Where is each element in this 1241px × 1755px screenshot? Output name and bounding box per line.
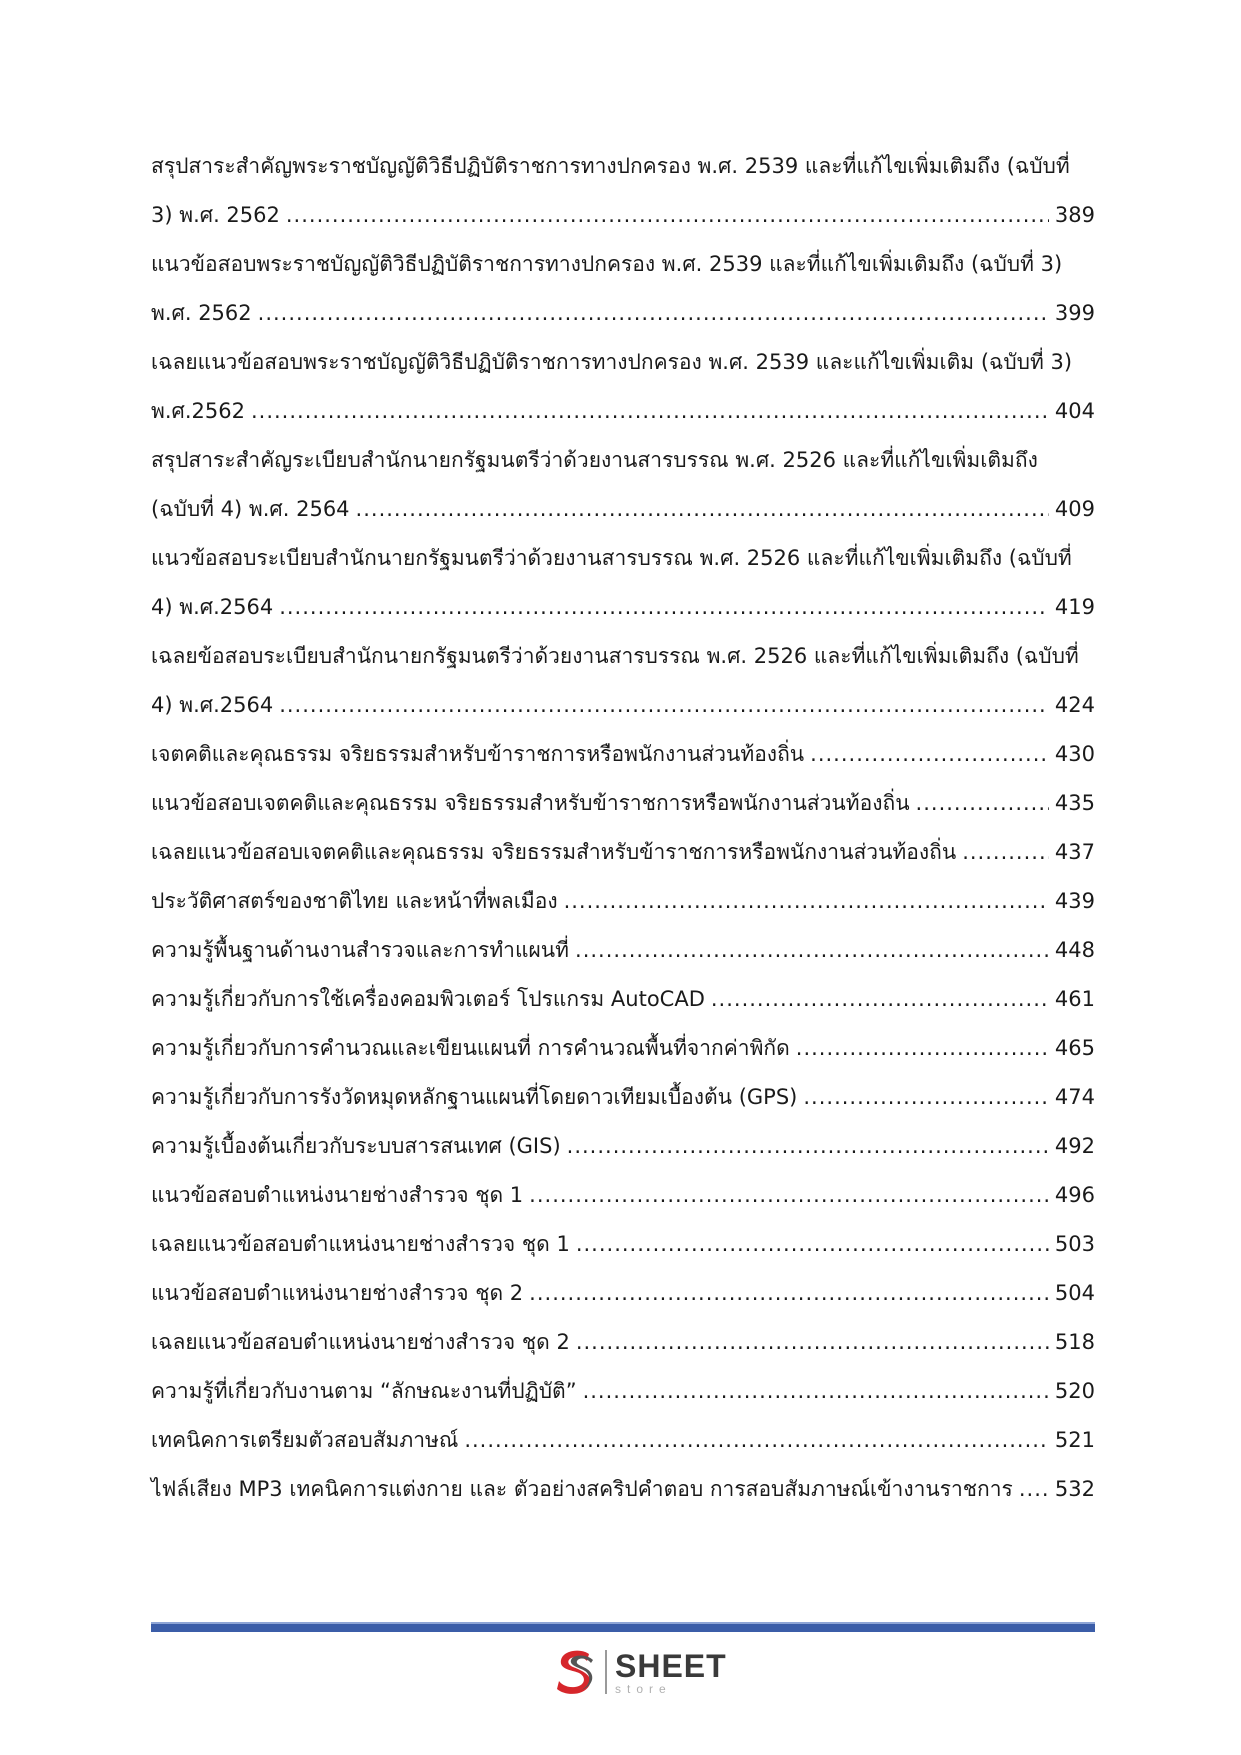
dot-leader xyxy=(576,1326,1049,1358)
toc-entry-final-line xyxy=(151,1032,1095,1064)
table-of-contents xyxy=(151,150,1095,1522)
toc-entry xyxy=(151,1179,1095,1211)
toc-entry xyxy=(151,1424,1095,1456)
toc-entry-title: ความรู้เกี่ยวกับการรังวัดหมุดหลักฐานแผนที่โดยดาวเทียมเบื้องต้น (GPS) xyxy=(151,1085,798,1109)
toc-page-number: 437 xyxy=(1054,840,1095,864)
toc-entry xyxy=(151,1032,1095,1064)
toc-entry-final-line xyxy=(151,885,1095,917)
toc-entry xyxy=(151,1228,1095,1260)
dot-leader xyxy=(279,689,1049,721)
toc-entry-title: ความรู้พื้นฐานด้านงานสำรวจและการทำแผนที่ xyxy=(151,938,570,962)
toc-entry-title: ความรู้ที่เกี่ยวกับงานตาม “ลักษณะงานที่ปฏิบัติ” xyxy=(151,1379,577,1403)
toc-page-number: 518 xyxy=(1054,1330,1095,1354)
toc-page-number: 521 xyxy=(1054,1428,1095,1452)
dot-leader xyxy=(711,983,1049,1015)
toc-entry-final-line xyxy=(151,1179,1095,1211)
toc-entry-title: เทคนิคการเตรียมตัวสอบสัมภาษณ์ xyxy=(151,1428,459,1452)
toc-entry-title: ประวัติศาสตร์ของชาติไทย และหน้าที่พลเมือง xyxy=(151,889,558,913)
logo-subword: store xyxy=(615,1681,672,1696)
dot-leader xyxy=(251,395,1049,427)
dot-leader xyxy=(962,836,1049,868)
toc-entry xyxy=(151,1277,1095,1309)
toc-entry-title: (ฉบับที่ 4) พ.ศ. 2564 xyxy=(151,497,350,521)
toc-page-number: 404 xyxy=(1054,399,1095,423)
dot-leader xyxy=(529,1179,1049,1211)
dot-leader xyxy=(575,934,1049,966)
sheet-store-s-logo-icon xyxy=(551,1646,599,1698)
dot-leader xyxy=(916,787,1049,819)
dot-leader xyxy=(258,297,1049,329)
toc-entry xyxy=(151,640,1095,721)
toc-page-number: 496 xyxy=(1054,1183,1095,1207)
logo-wordmark xyxy=(615,1647,727,1696)
dot-leader xyxy=(286,199,1049,231)
footer-divider xyxy=(151,1622,1095,1632)
toc-entry xyxy=(151,983,1095,1015)
dot-leader xyxy=(567,1130,1049,1162)
toc-entry-title: ความรู้เบื้องต้นเกี่ยวกับระบบสารสนเทศ (GIS) xyxy=(151,1134,561,1158)
toc-entry-title-line: แนวข้อสอบระเบียบสำนักนายกรัฐมนตรีว่าด้วยงานสารบรรณ พ.ศ. 2526 และที่แก้ไขเพิ่มเติมถึง (ฉบับที่ xyxy=(151,546,1072,570)
toc-entry xyxy=(151,885,1095,917)
sheet-store-logo xyxy=(551,1645,731,1699)
toc-entry-title: 4) พ.ศ.2564 xyxy=(151,693,274,717)
toc-entry-final-line xyxy=(151,1228,1095,1260)
toc-entry-final-line xyxy=(151,297,1095,329)
toc-entry-final-line xyxy=(151,1326,1095,1358)
toc-entry-title: แนวข้อสอบตำแหน่งนายช่างสำรวจ ชุด 1 xyxy=(151,1183,524,1207)
toc-entry-final-line xyxy=(151,395,1095,427)
toc-entry xyxy=(151,248,1095,329)
toc-entry-title-line: เฉลยข้อสอบระเบียบสำนักนายกรัฐมนตรีว่าด้วยงานสารบรรณ พ.ศ. 2526 และที่แก้ไขเพิ่มเติมถึง (ฉบับที่ xyxy=(151,644,1079,668)
dot-leader xyxy=(796,1032,1049,1064)
toc-page-number: 424 xyxy=(1054,693,1095,717)
toc-entry-title: ความรู้เกี่ยวกับการคำนวณและเขียนแผนที่ การคำนวณพื้นที่จากค่าพิกัด xyxy=(151,1036,790,1060)
toc-entry xyxy=(151,1081,1095,1113)
toc-entry-final-line xyxy=(151,1375,1095,1407)
toc-entry-final-line xyxy=(151,1424,1095,1456)
toc-page-number: 430 xyxy=(1054,742,1095,766)
dot-leader xyxy=(279,591,1049,623)
dot-leader xyxy=(810,738,1049,770)
toc-entry-title-line: สรุปสาระสำคัญระเบียบสำนักนายกรัฐมนตรีว่าด้วยงานสารบรรณ พ.ศ. 2526 และที่แก้ไขเพิ่มเติมถึง xyxy=(151,448,1038,472)
dot-leader xyxy=(576,1228,1049,1260)
toc-entry-final-line xyxy=(151,689,1095,721)
toc-entry-title: พ.ศ.2562 xyxy=(151,399,245,423)
toc-entry-final-line xyxy=(151,738,1095,770)
toc-entry xyxy=(151,1326,1095,1358)
toc-page-number: 492 xyxy=(1054,1134,1095,1158)
toc-page-number: 465 xyxy=(1054,1036,1095,1060)
toc-entry-title: เฉลยแนวข้อสอบตำแหน่งนายช่างสำรวจ ชุด 1 xyxy=(151,1232,570,1256)
toc-entry-title-line: แนวข้อสอบพระราชบัญญัติวิธีปฏิบัติราชการทางปกครอง พ.ศ. 2539 และที่แก้ไขเพิ่มเติมถึง (ฉบับที่ 3) xyxy=(151,252,1063,276)
toc-entry-title: พ.ศ. 2562 xyxy=(151,301,252,325)
toc-entry-title: เฉลยแนวข้อสอบตำแหน่งนายช่างสำรวจ ชุด 2 xyxy=(151,1330,570,1354)
toc-entry-title: 4) พ.ศ.2564 xyxy=(151,595,274,619)
toc-page-number: 448 xyxy=(1054,938,1095,962)
toc-page-number: 439 xyxy=(1054,889,1095,913)
toc-entry-final-line xyxy=(151,199,1095,231)
toc-entry-final-line xyxy=(151,934,1095,966)
toc-entry-title: 3) พ.ศ. 2562 xyxy=(151,203,280,227)
toc-page-number: 474 xyxy=(1054,1085,1095,1109)
toc-entry xyxy=(151,346,1095,427)
toc-page-number: 409 xyxy=(1054,497,1095,521)
toc-page-number: 389 xyxy=(1054,203,1095,227)
toc-entry xyxy=(151,787,1095,819)
logo-word: SHEET xyxy=(615,1647,727,1684)
toc-entry-final-line xyxy=(151,1277,1095,1309)
toc-entry-final-line xyxy=(151,836,1095,868)
dot-leader xyxy=(803,1081,1049,1113)
toc-entry-final-line xyxy=(151,1130,1095,1162)
toc-entry-title: ไฟล์เสียง MP3 เทคนิคการแต่งกาย และ ตัวอย่างสคริปคำตอบ การสอบสัมภาษณ์เข้างานราชการ xyxy=(151,1477,1013,1501)
toc-page-number: 399 xyxy=(1054,301,1095,325)
logo-divider xyxy=(605,1650,607,1694)
toc-entry-title: เฉลยแนวข้อสอบเจตคติและคุณธรรม จริยธรรมสำหรับข้าราชการหรือพนักงานส่วนท้องถิ่น xyxy=(151,840,957,864)
toc-entry-final-line xyxy=(151,1081,1095,1113)
toc-entry-final-line xyxy=(151,787,1095,819)
toc-entry xyxy=(151,542,1095,623)
toc-page-number: 520 xyxy=(1054,1379,1095,1403)
toc-entry-title: เจตคติและคุณธรรม จริยธรรมสำหรับข้าราชการหรือพนักงานส่วนท้องถิ่น xyxy=(151,742,805,766)
toc-entry xyxy=(151,150,1095,231)
toc-page-number: 504 xyxy=(1054,1281,1095,1305)
dot-leader xyxy=(529,1277,1049,1309)
toc-entry-title-line: เฉลยแนวข้อสอบพระราชบัญญัติวิธีปฏิบัติราชการทางปกครอง พ.ศ. 2539 และแก้ไขเพิ่มเติม (ฉบับที่ 3) xyxy=(151,350,1073,374)
toc-entry-title: แนวข้อสอบเจตคติและคุณธรรม จริยธรรมสำหรับข้าราชการหรือพนักงานส่วนท้องถิ่น xyxy=(151,791,910,815)
toc-entry-title-line: สรุปสาระสำคัญพระราชบัญญัติวิธีปฏิบัติราชการทางปกครอง พ.ศ. 2539 และที่แก้ไขเพิ่มเติมถึง (ฉบับที่ xyxy=(151,154,1070,178)
dot-leader xyxy=(1019,1473,1049,1505)
toc-entry xyxy=(151,934,1095,966)
toc-entry xyxy=(151,1473,1095,1505)
dot-leader xyxy=(564,885,1049,917)
toc-entry-title: ความรู้เกี่ยวกับการใช้เครื่องคอมพิวเตอร์ โปรแกรม AutoCAD xyxy=(151,987,705,1011)
toc-entry xyxy=(151,836,1095,868)
toc-entry-title: แนวข้อสอบตำแหน่งนายช่างสำรวจ ชุด 2 xyxy=(151,1281,524,1305)
toc-entry-final-line xyxy=(151,1473,1095,1505)
toc-entry-final-line xyxy=(151,983,1095,1015)
toc-entry-final-line xyxy=(151,591,1095,623)
dot-leader xyxy=(583,1375,1049,1407)
toc-page-number: 461 xyxy=(1054,987,1095,1011)
toc-page-number: 503 xyxy=(1054,1232,1095,1256)
toc-entry-final-line xyxy=(151,493,1095,525)
dot-leader xyxy=(356,493,1049,525)
toc-entry xyxy=(151,1130,1095,1162)
toc-entry xyxy=(151,1375,1095,1407)
toc-entry xyxy=(151,444,1095,525)
toc-page-number: 419 xyxy=(1054,595,1095,619)
toc-page-number: 532 xyxy=(1054,1477,1095,1501)
dot-leader xyxy=(464,1424,1049,1456)
toc-entry xyxy=(151,738,1095,770)
toc-page-number: 435 xyxy=(1054,791,1095,815)
